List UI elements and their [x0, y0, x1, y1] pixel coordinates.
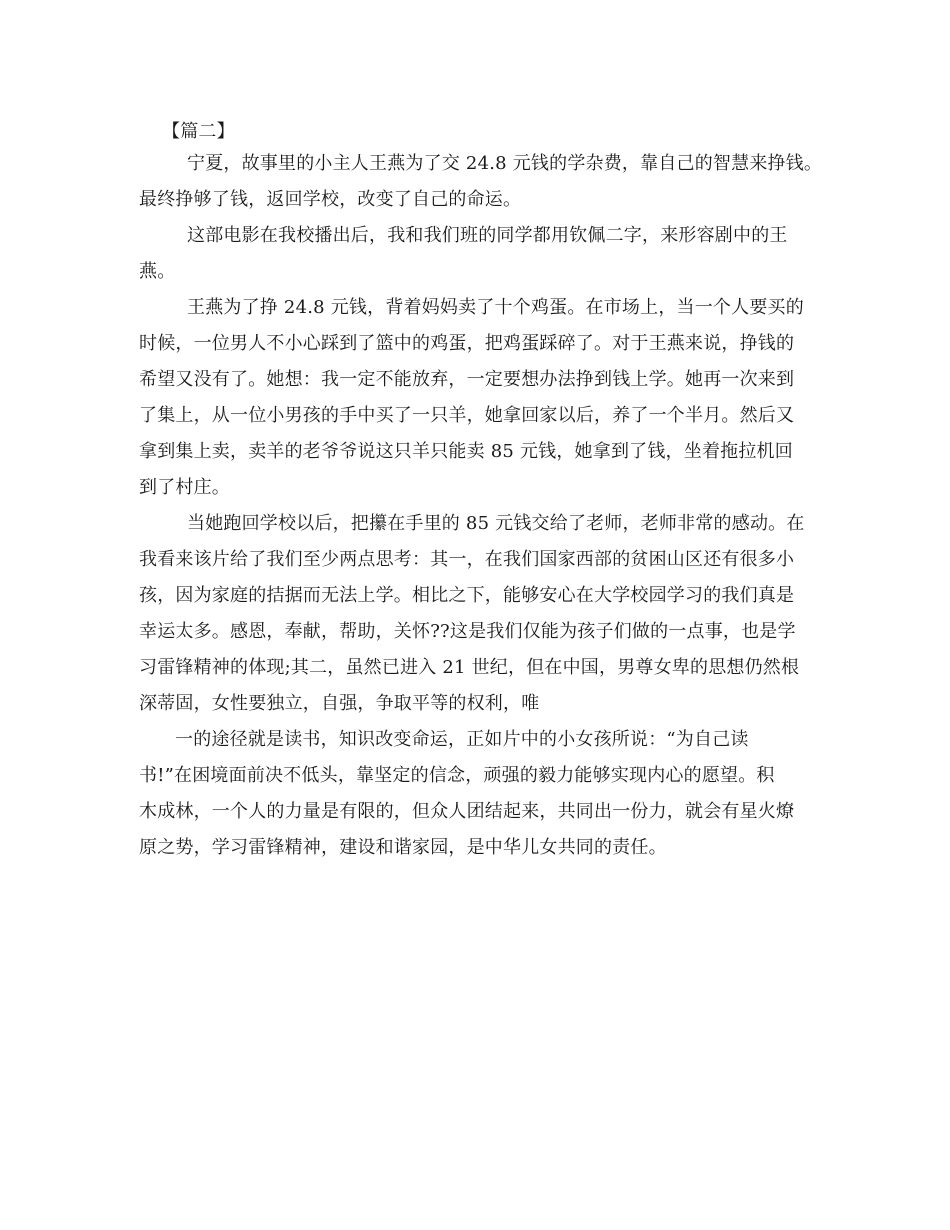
paragraph-3-line-4: 了集上，从一位小男孩的手中买了一只羊，她拿回家以后，养了一个半月。然后又: [139, 405, 795, 426]
paragraph-1-line-1: 宁夏，故事里的小主人王燕为了交 24.8 元钱的学杂费，靠自己的智慧来挣钱。: [187, 153, 823, 174]
section-heading: 【篇二】: [162, 121, 235, 142]
paragraph-5-line-2: 书!”在困境面前决不低头，靠坚定的信念，顽强的毅力能够实现内心的愿望。积: [139, 765, 775, 786]
paragraph-4-line-5: 习雷锋精神的体现;其二，虽然已进入 21 世纪，但在中国，男尊女卑的思想仍然根: [139, 657, 800, 678]
paragraph-4-line-1: 当她跑回学校以后，把攥在手里的 85 元钱交给了老师，老师非常的感动。在: [187, 513, 805, 534]
paragraph-5-line-4: 原之势，学习雷锋精神，建设和谐家园，是中华儿女共同的责任。: [139, 837, 667, 858]
paragraph-3-line-1: 王燕为了挣 24.8 元钱，背着妈妈卖了十个鸡蛋。在市场上，当一个人要买的: [187, 297, 804, 318]
paragraph-3-line-6: 到了村庄。: [139, 477, 230, 498]
paragraph-4-line-6: 深蒂固，女性要独立，自强，争取平等的权利，唯: [139, 693, 540, 714]
paragraph-3-line-5: 拿到集上卖，卖羊的老爷爷说这只羊只能卖 85 元钱，她拿到了钱，坐着拖拉机回: [139, 441, 793, 462]
paragraph-2-line-1: 这部电影在我校播出后，我和我们班的同学都用钦佩二字，来形容剧中的王: [187, 225, 788, 246]
paragraph-2-line-2: 燕。: [139, 261, 176, 282]
paragraph-1-line-2: 最终挣够了钱，返回学校，改变了自己的命运。: [139, 189, 522, 210]
paragraph-5-line-1: 一的途径就是读书，知识改变命运，正如片中的小女孩所说：“为自己读: [175, 729, 749, 750]
paragraph-4-line-3: 孩，因为家庭的拮据而无法上学。相比之下，能够安心在大学校园学习的我们真是: [139, 585, 795, 606]
paragraph-5-line-3: 木成林，一个人的力量是有限的，但众人团结起来，共同出一份力，就会有星火燎: [139, 801, 795, 822]
paragraph-3-line-3: 希望又没有了。她想：我一定不能放弃，一定要想办法挣到钱上学。她再一次来到: [139, 369, 795, 390]
paragraph-4-line-4: 幸运太多。感恩，奉献，帮助，关怀??这是我们仅能为孩子们做的一点事，也是学: [139, 621, 796, 642]
paragraph-3-line-2: 时候，一位男人不小心踩到了篮中的鸡蛋，把鸡蛋踩碎了。对于王燕来说，挣钱的: [139, 333, 795, 354]
paragraph-4-line-2: 我看来该片给了我们至少两点思考：其一，在我们国家西部的贫困山区还有很多小: [139, 549, 795, 570]
